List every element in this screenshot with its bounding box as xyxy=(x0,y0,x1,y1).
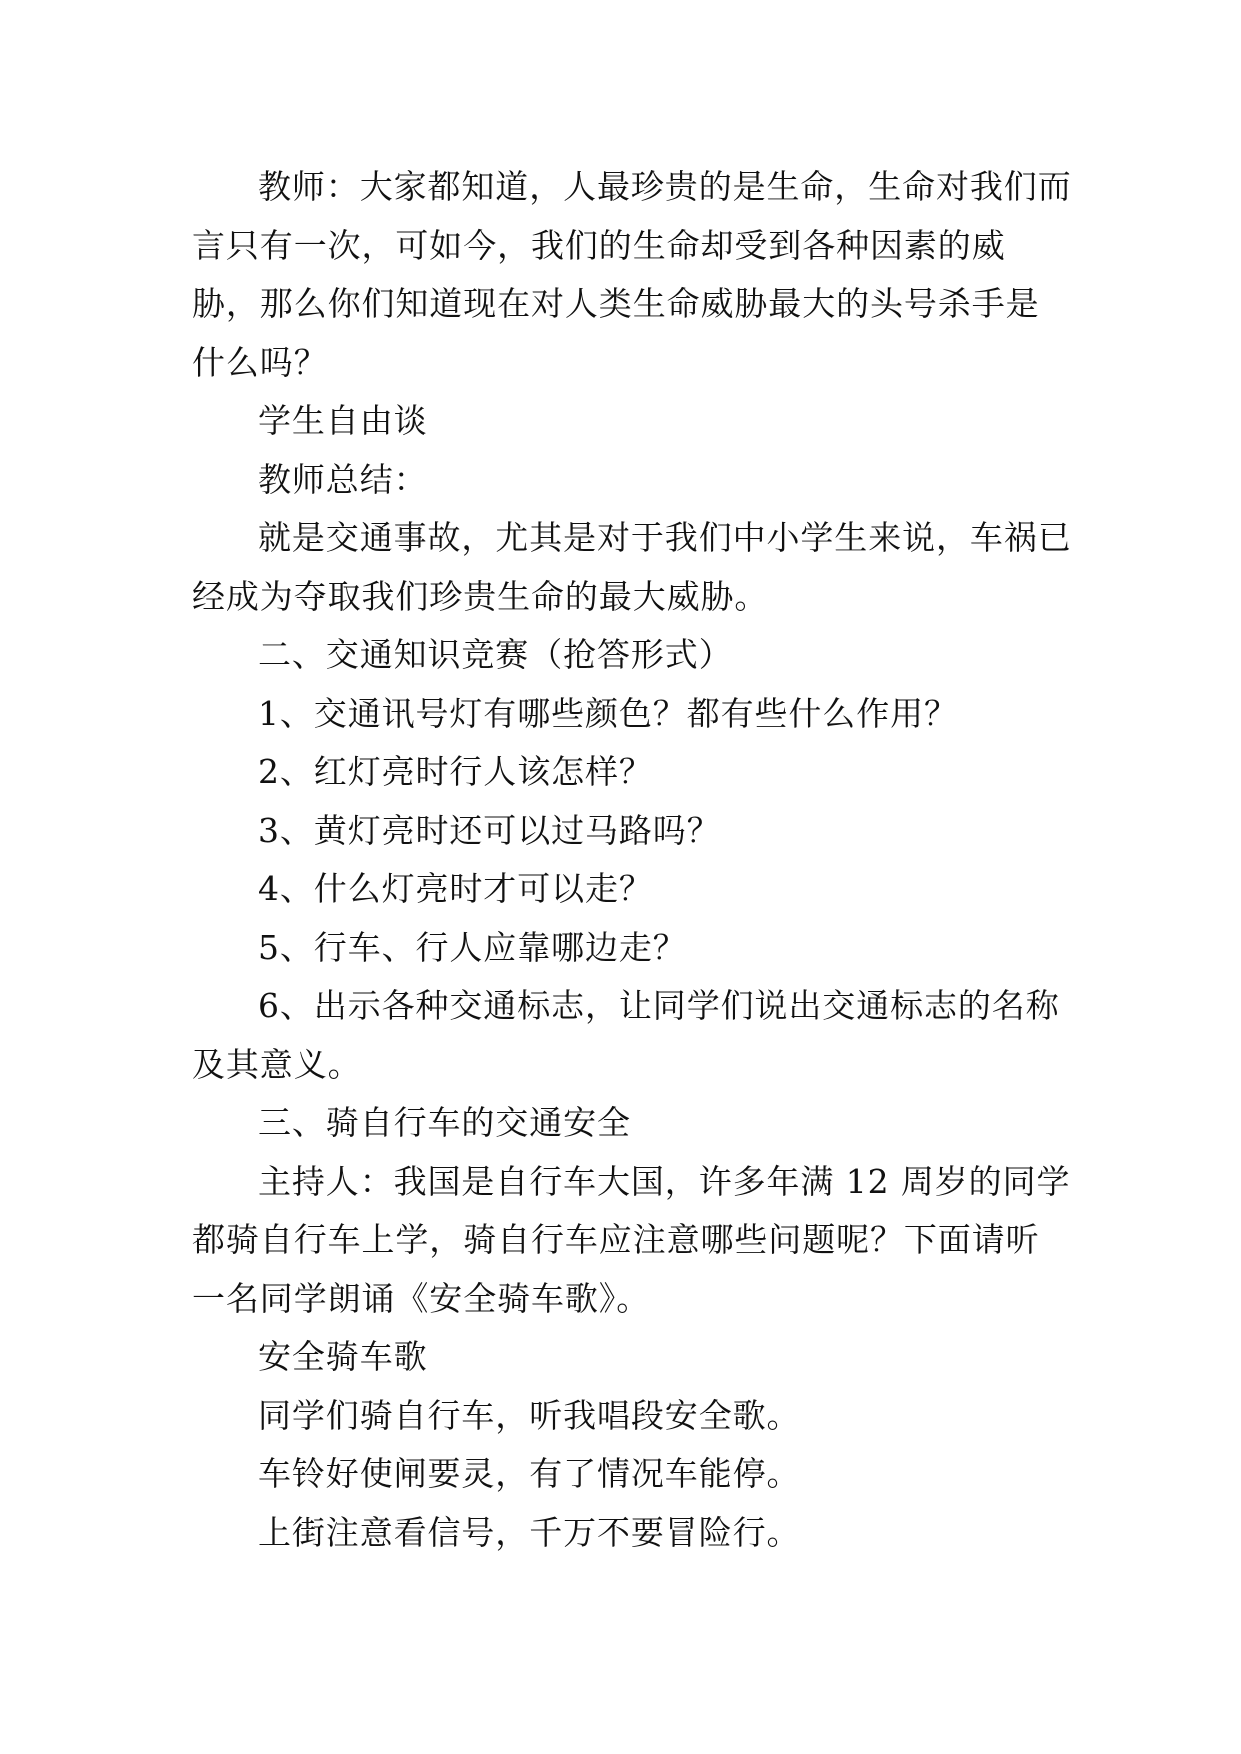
section-heading-bicycle-safety: 三、骑自行车的交通安全 xyxy=(258,1103,631,1142)
document-body xyxy=(192,158,1072,1562)
quiz-question-3: 3、黄灯亮时还可以过马路吗？ xyxy=(258,810,721,850)
quiz-question-2: 2、红灯亮时行人该怎样？ xyxy=(258,752,653,791)
paragraph-host-intro: 主持人：我国是自行车大国，许多年满 12 周岁的同学都骑自行车上学，骑自行车应注意哪些问题呢？下面请听一名同学朗诵《安全骑车歌》。 xyxy=(192,1161,1071,1318)
quiz-question-6: 6、出示各种交通标志，让同学们说出交通标志的名称及其意义。 xyxy=(192,986,1060,1084)
poem-line-3: 上街注意看信号，千万不要冒险行。 xyxy=(258,1512,801,1552)
quiz-question-5: 5、行车、行人应靠哪边走？ xyxy=(258,927,687,967)
paragraph-teacher-summary: 教师总结： xyxy=(258,459,428,499)
paragraph-students-discuss: 学生自由谈 xyxy=(258,401,428,440)
poem-line-2: 车铃好使闸要灵，有了情况车能停。 xyxy=(258,1454,801,1493)
section-heading-quiz: 二、交通知识竞赛（抢答形式） xyxy=(258,635,733,674)
poem-title: 安全骑车歌 xyxy=(258,1337,428,1376)
quiz-question-4: 4、什么灯亮时才可以走？ xyxy=(258,869,653,908)
paragraph-teacher-intro: 教师：大家都知道，人最珍贵的是生命，生命对我们而言只有一次，可如今，我们的生命却受到各种因素的威胁，那么你们知道现在对人类生命威胁最大的头号杀手是什么吗？ xyxy=(192,167,1072,382)
paragraph-traffic-accident: 就是交通事故，尤其是对于我们中小学生来说，车祸已经成为夺取我们珍贵生命的最大威胁。 xyxy=(192,518,1072,616)
quiz-question-1: 1、交通讯号灯有哪些颜色？都有些什么作用？ xyxy=(258,693,958,733)
poem-line-1: 同学们骑自行车，听我唱段安全歌。 xyxy=(258,1395,801,1435)
